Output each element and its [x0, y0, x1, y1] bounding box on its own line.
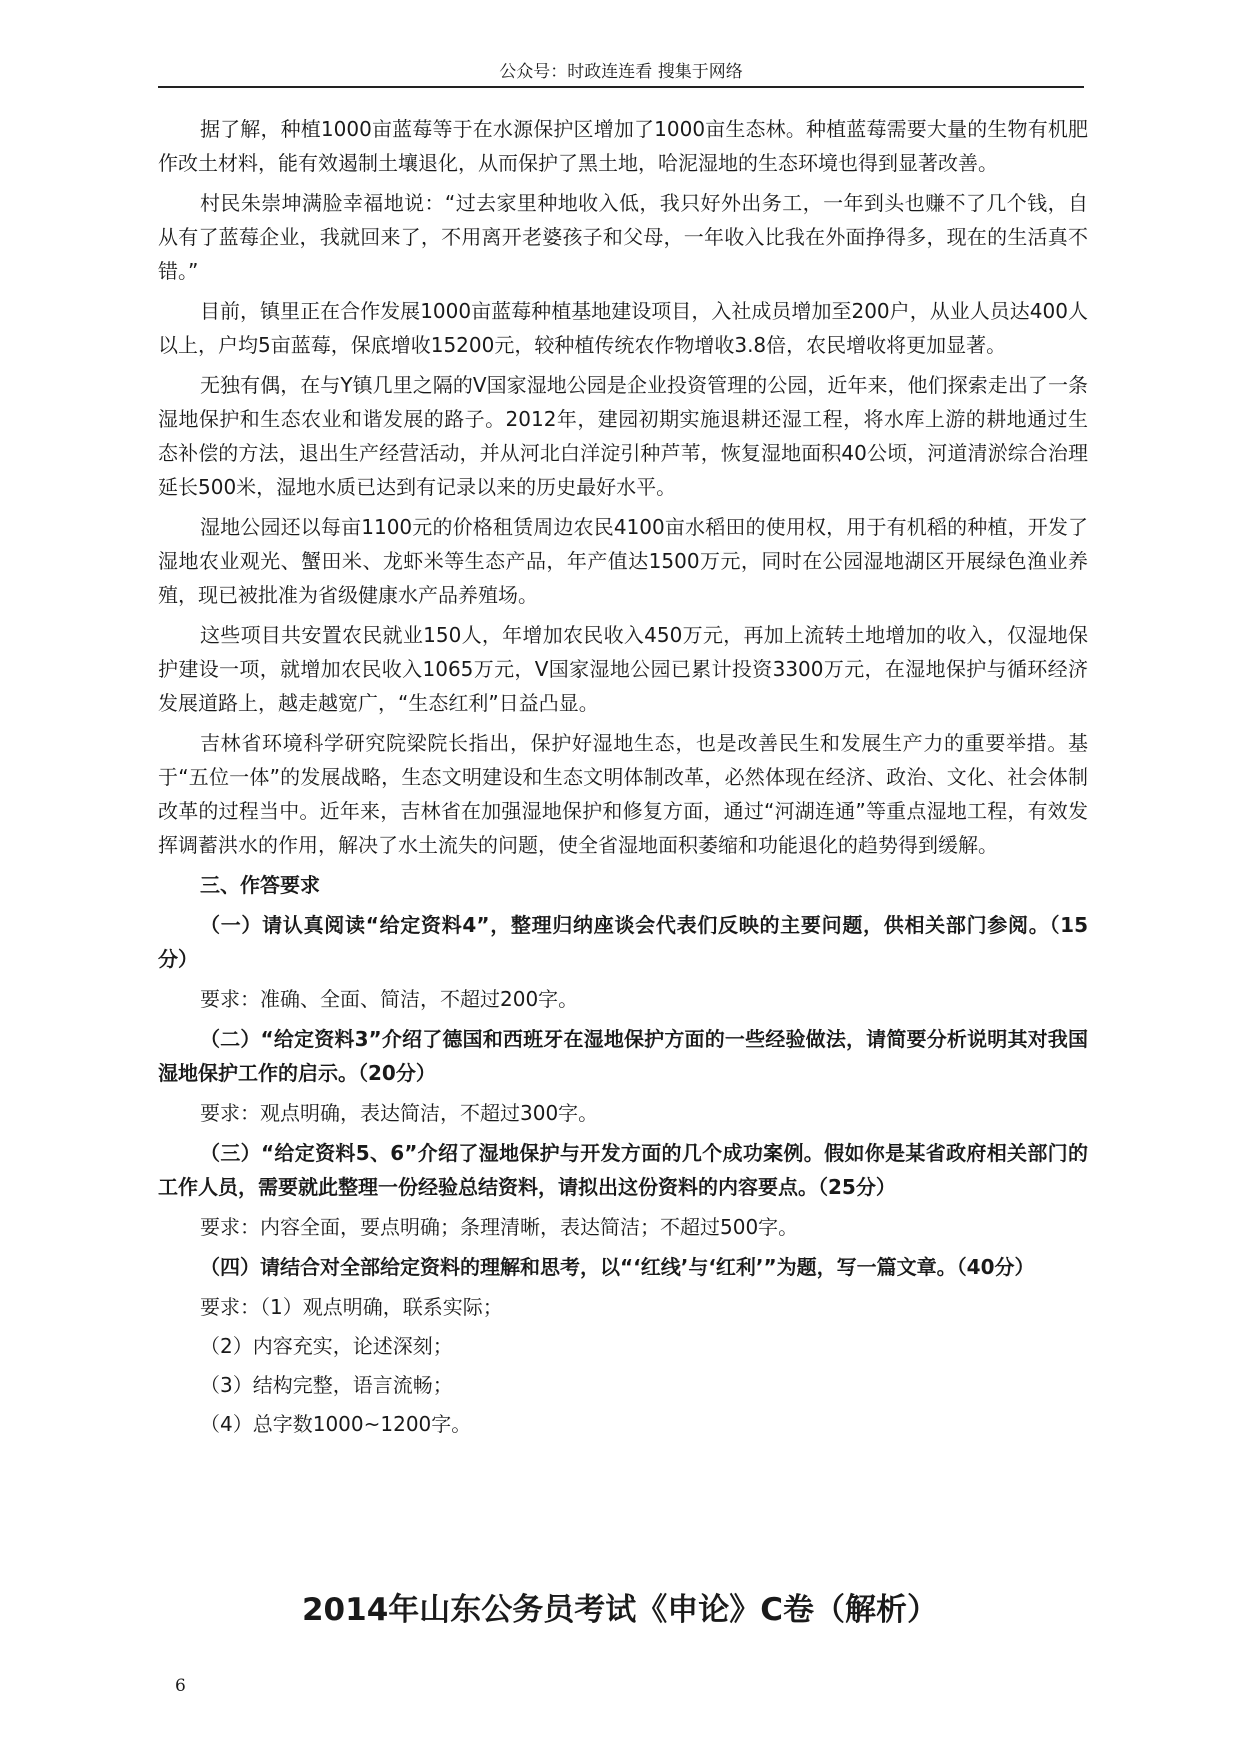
question-requirement: 要求：准确、全面、简洁，不超过200字。: [200, 987, 579, 1011]
sub-requirement: （3）结构完整，语言流畅；: [200, 1373, 453, 1397]
document-title: 2014年山东公务员考试《申论》C卷（解析）: [301, 1592, 939, 1628]
question-prompt: （二）“给定资料3”介绍了德国和西班牙在湿地保护方面的一些经验做法，请简要分析说明其对我国湿地保护工作的启示。（20分）: [158, 1027, 1088, 1085]
page-number: 6: [175, 1676, 186, 1696]
body-paragraph: 据了解，种植1000亩蓝莓等于在水源保护区增加了1000亩生态林。种植蓝莓需要大量的生物有机肥作改土材料，能有效遏制土壤退化，从而保护了黑土地，哈泥湿地的生态环境也得到显著改善。: [158, 117, 1088, 175]
document-body: [158, 112, 1088, 1446]
body-paragraph: 无独有偶，在与Y镇几里之隔的V国家湿地公园是企业投资管理的公园，近年来，他们探索走出了一条湿地保护和生态农业和谐发展的路子。2012年，建园初期实施退耕还湿工程，将水库上游的耕地通过生态补偿的方法，退出生产经营活动，并从河北白洋淀引种芦苇，恢复湿地面积40公顷，河道清淤综合治理延长500米，湿地水质已达到有记录以来的历史最好水平。: [158, 373, 1088, 499]
body-paragraph: 这些项目共安置农民就业150人，年增加农民收入450万元，再加上流转土地增加的收入，仅湿地保护建设一项，就增加农民收入1065万元，V国家湿地公园已累计投资3300万元，在湿地保护与循环经济发展道路上，越走越宽广，“生态红利”日益凸显。: [158, 623, 1088, 715]
section-heading: 三、作答要求: [200, 873, 320, 897]
question-requirement: 要求：观点明确，表达简洁，不超过300字。: [200, 1101, 599, 1125]
question-prompt: （三）“给定资料5、6”介绍了湿地保护与开发方面的几个成功案例。假如你是某省政府相关部门的工作人员，需要就此整理一份经验总结资料，请拟出这份资料的内容要点。（25分）: [158, 1141, 1088, 1199]
question-requirement: 要求：（1）观点明确，联系实际；: [200, 1295, 503, 1319]
header-text: 公众号：时政连连看 搜集于网络: [499, 62, 743, 82]
sub-requirement: （2）内容充实，论述深刻；: [200, 1334, 453, 1358]
body-paragraph: 湿地公园还以每亩1100元的价格租赁周边农民4100亩水稻田的使用权，用于有机稻的种植，开发了湿地农业观光、蟹田米、龙虾米等生态产品，年产值达1500万元，同时在公园湿地湖区开展绿色渔业养殖，现已被批准为省级健康水产品养殖场。: [158, 515, 1088, 607]
body-paragraph: 目前，镇里正在合作发展1000亩蓝莓种植基地建设项目，入社成员增加至200户，从业人员达400人以上，户均5亩蓝莓，保底增收15200元，较种植传统农作物增收3.8倍，农民增收将更加显著。: [158, 299, 1088, 357]
question-prompt: （一）请认真阅读“给定资料4”，整理归纳座谈会代表们反映的主要问题，供相关部门参阅。（15分）: [158, 913, 1088, 971]
question-prompt: （四）请结合对全部给定资料的理解和思考，以“‘红线’与‘红利’”为题，写一篇文章。（40分）: [200, 1255, 1035, 1279]
sub-requirement: （4）总字数1000~1200字。: [200, 1412, 472, 1436]
body-paragraph: 村民朱崇坤满脸幸福地说：“过去家里种地收入低，我只好外出务工，一年到头也赚不了几个钱，自从有了蓝莓企业，我就回来了，不用离开老婆孩子和父母，一年收入比我在外面挣得多，现在的生活真不错。”: [158, 191, 1088, 283]
page-header: [158, 58, 1084, 88]
question-requirement: 要求：内容全面，要点明确；条理清晰，表达简洁；不超过500字。: [200, 1215, 799, 1239]
body-paragraph: 吉林省环境科学研究院梁院长指出，保护好湿地生态，也是改善民生和发展生产力的重要举措。基于“五位一体”的发展战略，生态文明建设和生态文明体制改革，必然体现在经济、政治、文化、社会体制改革的过程当中。近年来，吉林省在加强湿地保护和修复方面，通过“河湖连通”等重点湿地工程，有效发挥调蓄洪水的作用，解决了水土流失的问题，使全省湿地面积萎缩和功能退化的趋势得到缓解。: [158, 731, 1088, 857]
